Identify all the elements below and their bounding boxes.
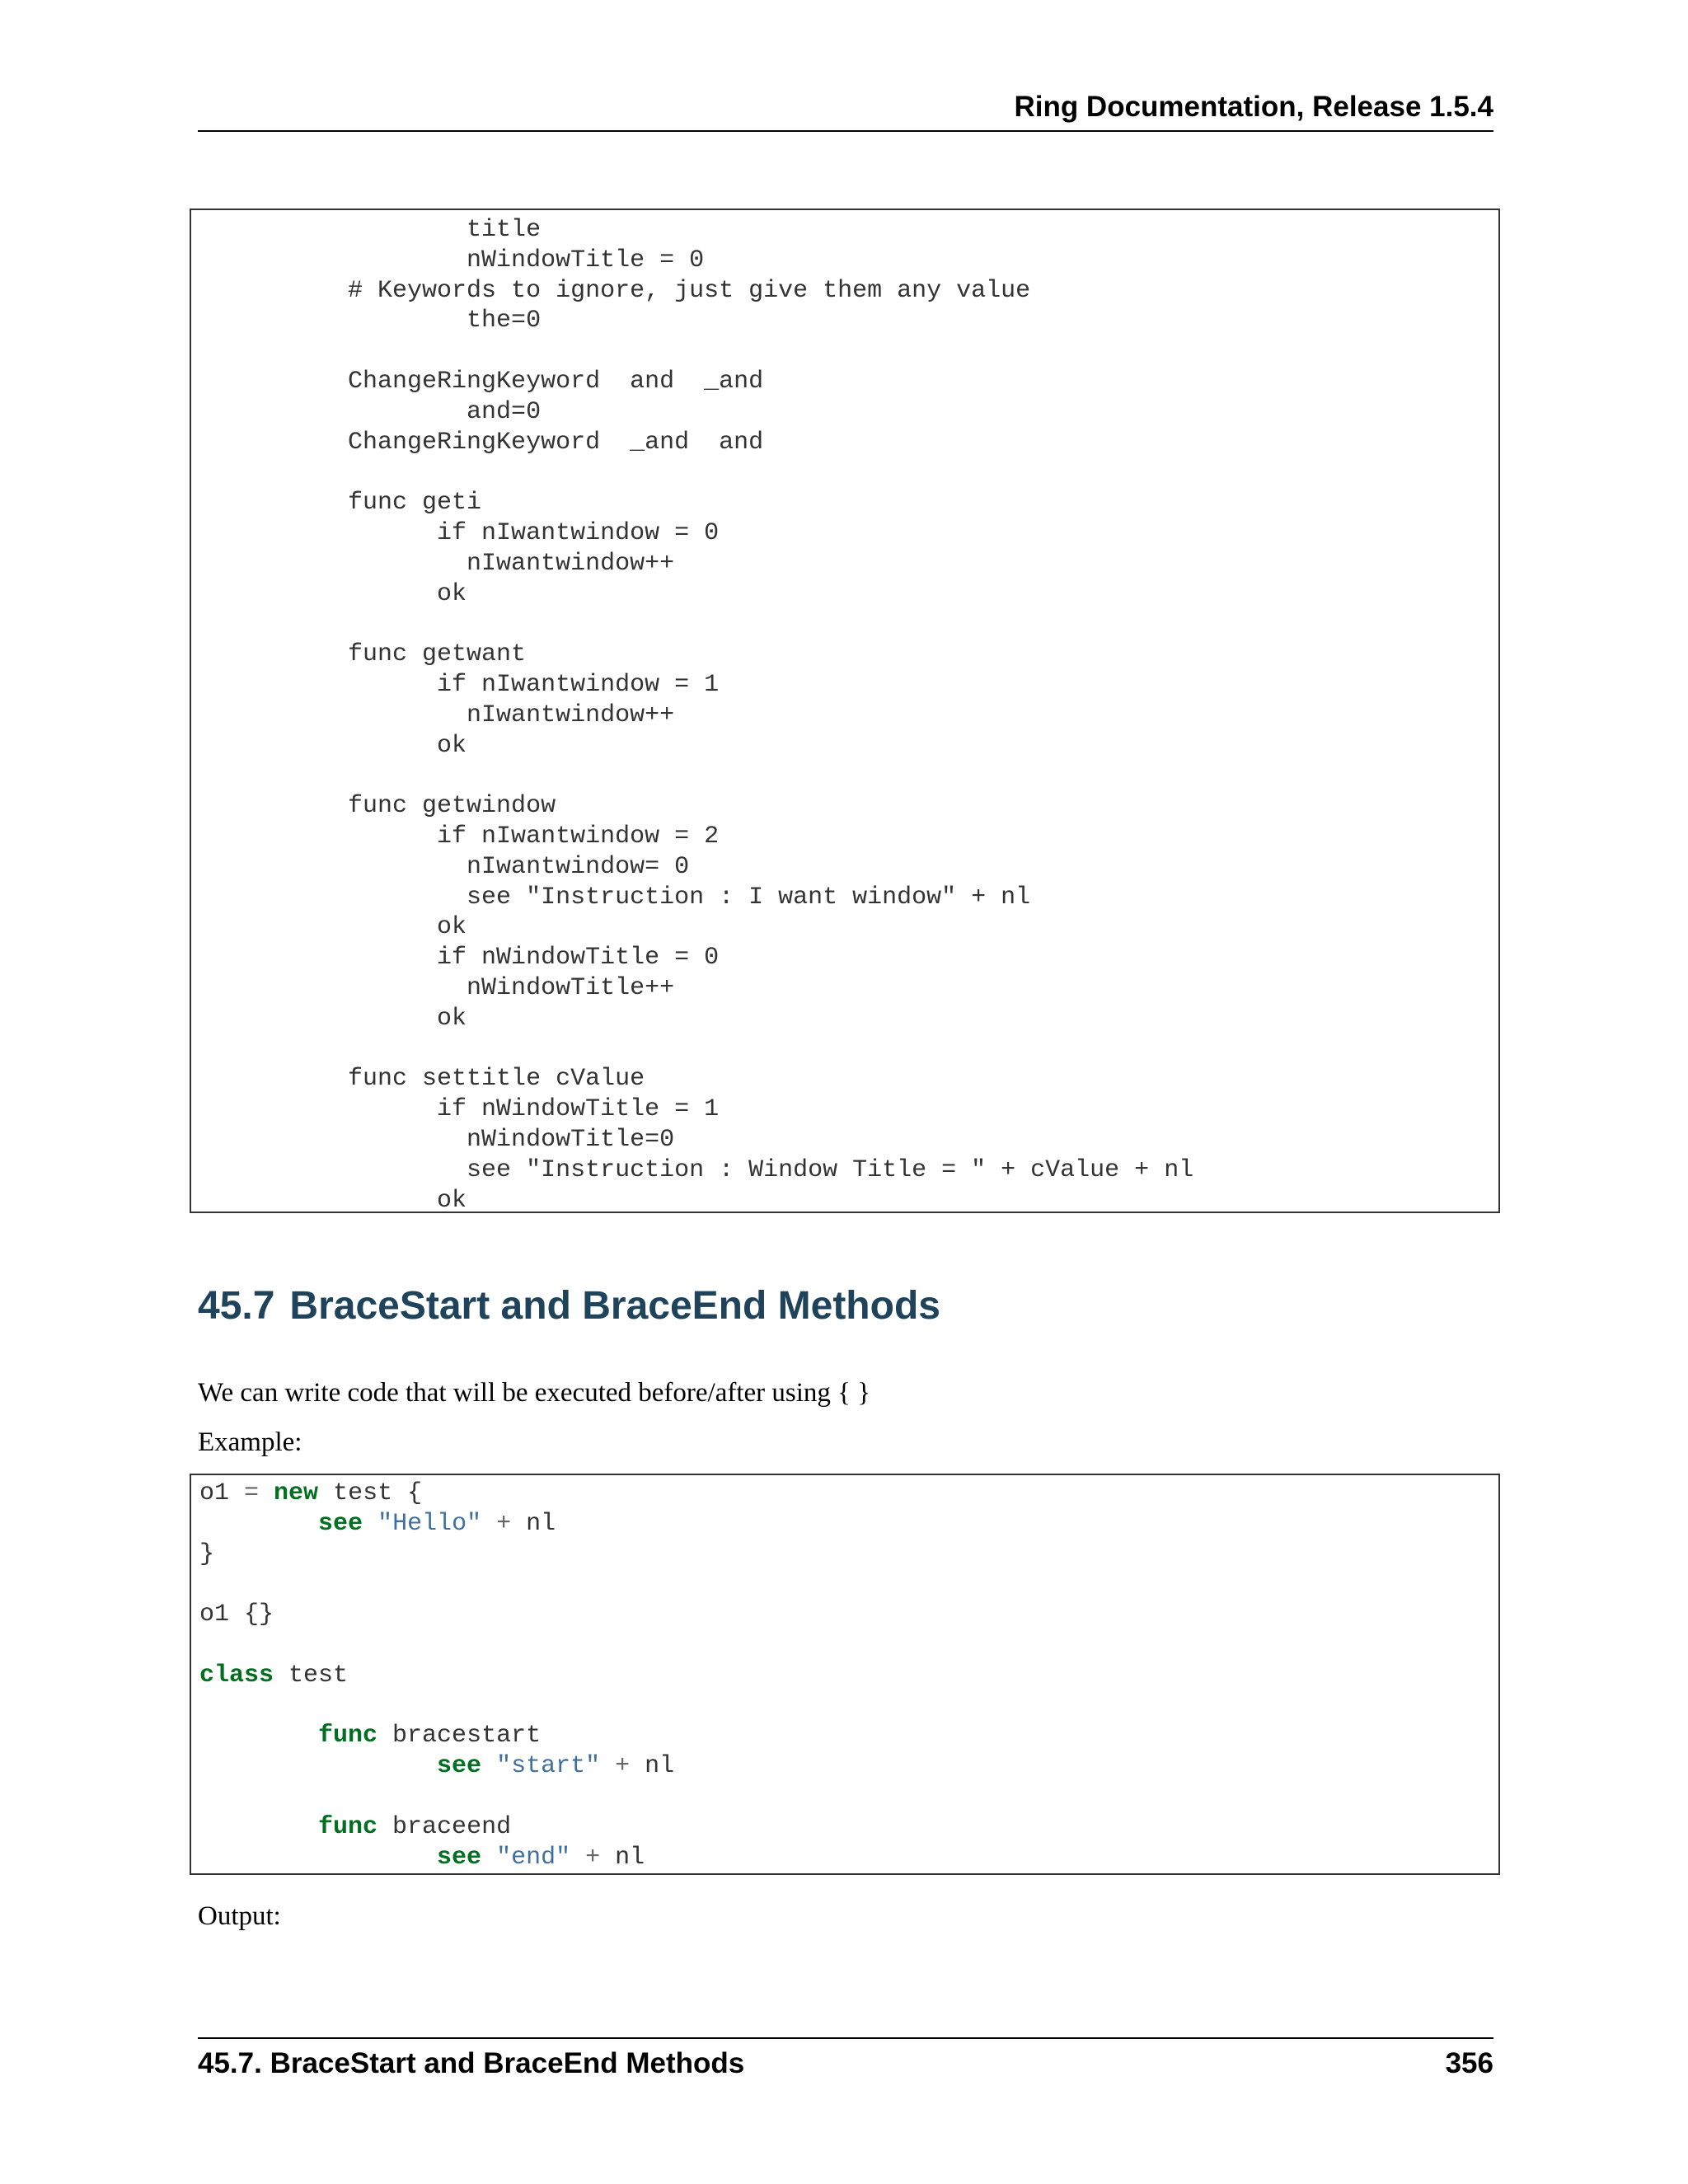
code-line: see "Instruction : I want window" + nl bbox=[199, 883, 1031, 912]
section-number: 45.7 bbox=[198, 1284, 275, 1328]
code-line: title bbox=[199, 216, 542, 244]
code-line: if nIwantwindow = 0 bbox=[199, 518, 720, 547]
code-line: func getwindow bbox=[199, 792, 556, 821]
code-line: func settitle cValue bbox=[199, 1065, 645, 1094]
code-line bbox=[199, 1540, 214, 1568]
code-line: ok bbox=[199, 579, 467, 608]
code-operator: + bbox=[615, 1752, 631, 1781]
code-block-1-text bbox=[191, 210, 1498, 1213]
section-intro: We can write code that will be executed before/after using { } bbox=[198, 1378, 871, 1408]
code-line: ok bbox=[199, 1186, 467, 1213]
code-line: ChangeRingKeyword and _and bbox=[199, 367, 764, 396]
code-block-2-text bbox=[191, 1475, 1498, 1872]
code-line: the=0 bbox=[199, 307, 542, 335]
section-title: BraceStart and BraceEnd Methods bbox=[289, 1284, 940, 1328]
code-token bbox=[259, 1479, 274, 1507]
code-line: ok bbox=[199, 731, 467, 760]
code-token bbox=[199, 1844, 437, 1872]
code-line: and=0 bbox=[199, 397, 542, 426]
document-title: Ring Documentation, Release 1.5.4 bbox=[1014, 91, 1493, 123]
code-line: ChangeRingKeyword _and and bbox=[199, 428, 764, 457]
code-line: if nIwantwindow = 1 bbox=[199, 670, 720, 699]
code-line bbox=[199, 1722, 541, 1750]
code-operator: + bbox=[585, 1843, 601, 1872]
code-line bbox=[199, 1661, 348, 1690]
code-line bbox=[199, 1479, 422, 1507]
code-keyword: see bbox=[437, 1752, 482, 1781]
code-line: ok bbox=[199, 913, 467, 942]
code-line: ok bbox=[199, 1004, 467, 1033]
code-line: nIwantwindow= 0 bbox=[199, 852, 690, 881]
code-line: if nWindowTitle = 0 bbox=[199, 944, 720, 972]
code-line: if nIwantwindow = 2 bbox=[199, 822, 720, 851]
code-keyword: func bbox=[318, 1722, 378, 1750]
code-line: nIwantwindow++ bbox=[199, 549, 675, 578]
code-token bbox=[481, 1752, 496, 1780]
code-keyword: class bbox=[199, 1661, 274, 1690]
code-line bbox=[199, 1752, 674, 1780]
code-line: func geti bbox=[199, 489, 482, 518]
code-token bbox=[199, 1722, 318, 1750]
code-string: "Hello" bbox=[377, 1509, 482, 1538]
code-line bbox=[199, 1844, 645, 1872]
code-block-1 bbox=[190, 209, 1500, 1213]
code-token bbox=[199, 1752, 437, 1780]
code-token bbox=[600, 1752, 615, 1780]
code-line: func getwant bbox=[199, 640, 527, 669]
code-keyword: func bbox=[318, 1812, 378, 1841]
code-line bbox=[199, 1813, 511, 1841]
code-line: nWindowTitle = 0 bbox=[199, 246, 705, 274]
code-token: braceend bbox=[377, 1812, 512, 1841]
code-block-2 bbox=[190, 1474, 1500, 1875]
page-number: 356 bbox=[1445, 2047, 1493, 2079]
code-token bbox=[570, 1844, 585, 1872]
code-token: o1 {} bbox=[199, 1601, 274, 1629]
code-keyword: new bbox=[274, 1479, 319, 1507]
code-token bbox=[199, 1813, 318, 1841]
code-line: # Keywords to ignore, just give them any value bbox=[199, 276, 1031, 305]
code-token bbox=[363, 1510, 377, 1538]
code-token: test { bbox=[318, 1479, 423, 1507]
code-token: bracestart bbox=[377, 1722, 542, 1750]
code-token: test bbox=[274, 1661, 349, 1690]
code-operator: + bbox=[496, 1509, 512, 1538]
code-token: o1 bbox=[199, 1479, 245, 1507]
page-footer bbox=[198, 2037, 1493, 2080]
section-heading bbox=[198, 1282, 940, 1331]
output-label: Output: bbox=[198, 1901, 281, 1931]
code-line: nIwantwindow++ bbox=[199, 701, 675, 729]
code-token bbox=[199, 1510, 318, 1538]
code-line: if nWindowTitle = 1 bbox=[199, 1095, 720, 1124]
code-operator: = bbox=[244, 1479, 260, 1507]
code-token bbox=[481, 1844, 496, 1872]
page-header bbox=[198, 91, 1493, 132]
code-string: "end" bbox=[496, 1843, 571, 1872]
footer-section-label: 45.7. BraceStart and BraceEnd Methods bbox=[198, 2047, 745, 2079]
code-keyword: see bbox=[318, 1509, 363, 1538]
code-line bbox=[199, 1601, 274, 1629]
code-line: nWindowTitle++ bbox=[199, 973, 675, 1002]
code-line bbox=[199, 1510, 556, 1538]
code-line: see "Instruction : Window Title = " + cValue + nl bbox=[199, 1155, 1194, 1184]
example-label: Example: bbox=[198, 1427, 302, 1457]
code-token: nl bbox=[600, 1843, 645, 1872]
code-line: nWindowTitle=0 bbox=[199, 1125, 675, 1154]
code-token: nl bbox=[630, 1752, 675, 1781]
code-keyword: see bbox=[437, 1843, 482, 1872]
code-string: "start" bbox=[496, 1752, 601, 1781]
code-token: nl bbox=[511, 1509, 556, 1538]
code-token: } bbox=[199, 1540, 215, 1568]
code-token bbox=[481, 1510, 496, 1538]
